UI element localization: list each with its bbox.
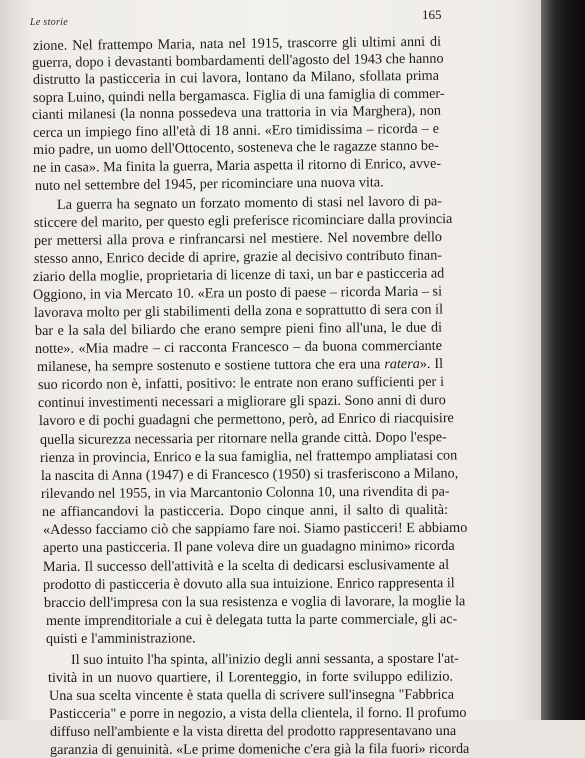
text-line: rilevando nel 1955, in via Marcantonio Colonna 10, una rivendita di pa-: [40, 483, 450, 502]
text-line: cianti milanesi (la nonna possedeva una trattoria in via Marghera), non: [31, 102, 442, 123]
text-line: Maria. Il successo dell'attività e la scelta di dedicarsi esclusivamente al: [42, 556, 450, 575]
text-line: notte». «Mia madre – ci racconta Francesco – da buona commerciante: [34, 337, 443, 357]
text-line: bar e la sala del biliardo che erano sempre pieni fino all'una, le due di: [34, 319, 443, 339]
text-line: ne affiancandovi la pasticceria. Dopo cinque anni, il salto di qualità:: [41, 501, 449, 520]
text-line: milanese, ha sempre sostenuto e sostiene tuttora che era una ratera». Il: [36, 355, 444, 375]
text-line: lavorava molto per gli stabilimenti della zona e soprattutto di sera con il: [33, 301, 444, 321]
text-line: stesso anno, Enrico decide di aprire, grazie al decisivo contributo finan-: [33, 247, 443, 267]
text-line: ziario della moglie, proprietaria di licenze di taxi, un bar e pasticceria ad: [32, 265, 445, 285]
page-number: 165: [422, 7, 442, 22]
text-line: suo ricordo non è, infatti, positivo: le entrate non erano sufficienti per i: [37, 373, 445, 393]
text-line: La guerra ha segnato un forzato momento di stasi nel lavoro di pa-: [56, 193, 443, 213]
text-line: aperto una pasticceria. Il pane voleva dire un guadagno minimo» ricorda: [42, 537, 455, 556]
text-line: diffuso nell'ambiente e la vista diretta del prodotto rappresentavano una: [49, 722, 457, 740]
text-line: braccio dell'impresa con la sua resistenza e voglia di lavorare, la moglie la: [43, 593, 466, 611]
text-line: per mettersi alla prova e rinfrancarsi nel mestiere. Nel novembre dello: [33, 229, 443, 249]
text-line: Una sua scelta vincente è stata quella di scrivere sull'insegna "Fabbrica: [48, 686, 455, 704]
text-line: sticcere del marito, per questo egli preferisce ricominciare dalla provincia: [33, 210, 453, 231]
running-head: Le storie: [30, 17, 68, 28]
text-line: sopra Luino, quindi nella bergamasca. Figlia di una famiglia di commer-: [32, 85, 445, 106]
text-line: tività in un nuovo quartiere, il Lorenteggio, in forte sviluppo edilizio.: [47, 668, 454, 686]
text-line: la nascita di Anna (1947) e di Francesco (1950) si trasferiscono a Milano,: [40, 465, 459, 484]
text-line: quella sicurezza necessaria per ritornare nella grande città. Dopo l'espe-: [39, 429, 447, 448]
book-spine-shadow: [541, 0, 585, 720]
text-line: «Adesso facciamo ciò che sappiamo fare noi. Siamo pasticceri! E abbiamo: [42, 519, 468, 538]
text-line: rienza in provincia, Enrico e la sua famiglia, nel frattempo ampliatasi con: [39, 447, 458, 466]
text-line: prodotto di pasticceria è dovuto alla sua intuizione. Enrico rappresenta il: [42, 575, 455, 593]
text-line: garanzia di genuinità. «Le prime domeniche c'era già la fila fuori» ricorda: [49, 740, 470, 758]
text-line: zione. Nel frattempo Maria, nata nel 1915, trascorre gli ultimi anni di: [32, 33, 442, 54]
text-line: mio padre, un uomo dell'Ottocento, sosteneva che le ragazze stanno be-: [32, 137, 440, 158]
text-line: Oggiono, in via Mercato 10. «Era un posto di paese – ricorda Maria – si: [32, 283, 443, 303]
text-line: quisti e l'amministrazione.: [45, 630, 196, 647]
text-line: nuto nel settembre del 1945, per ricominciare una nuova vita.: [34, 174, 384, 194]
text-line: lavoro e di pochi guadagni che permettono, però, ad Enrico di riacquisire: [38, 410, 454, 429]
text-line: mente imprenditoriale a cui è delegata tutta la parte commerciale, gli ac-: [45, 611, 458, 629]
text-line: guerra, dopo i devastanti bombardamenti dell'agosto del 1943 che hanno: [31, 50, 444, 71]
text-line: Il suo intuito l'ha spinta, all'inizio degli anni sessanta, a spostare l'at-: [70, 650, 459, 668]
text-line: distrutto la pasticceria in cui lavora, lontano da Milano, sfollata prima: [32, 67, 440, 88]
text-line: cerca un impiego fino all'età di 18 anni. «Ero timidissima – ricorda – e: [32, 120, 440, 141]
text-line: ne in casa». Ma finita la guerra, Maria aspetta il ritorno di Enrico, avve-: [32, 155, 442, 176]
text-line: Pasticceria" e porre in negozio, a vista della clientela, il forno. Il profumo: [48, 704, 467, 722]
text-line: continui investimenti necessari a migliorare gli spazi. Sono anni di duro: [37, 392, 446, 411]
